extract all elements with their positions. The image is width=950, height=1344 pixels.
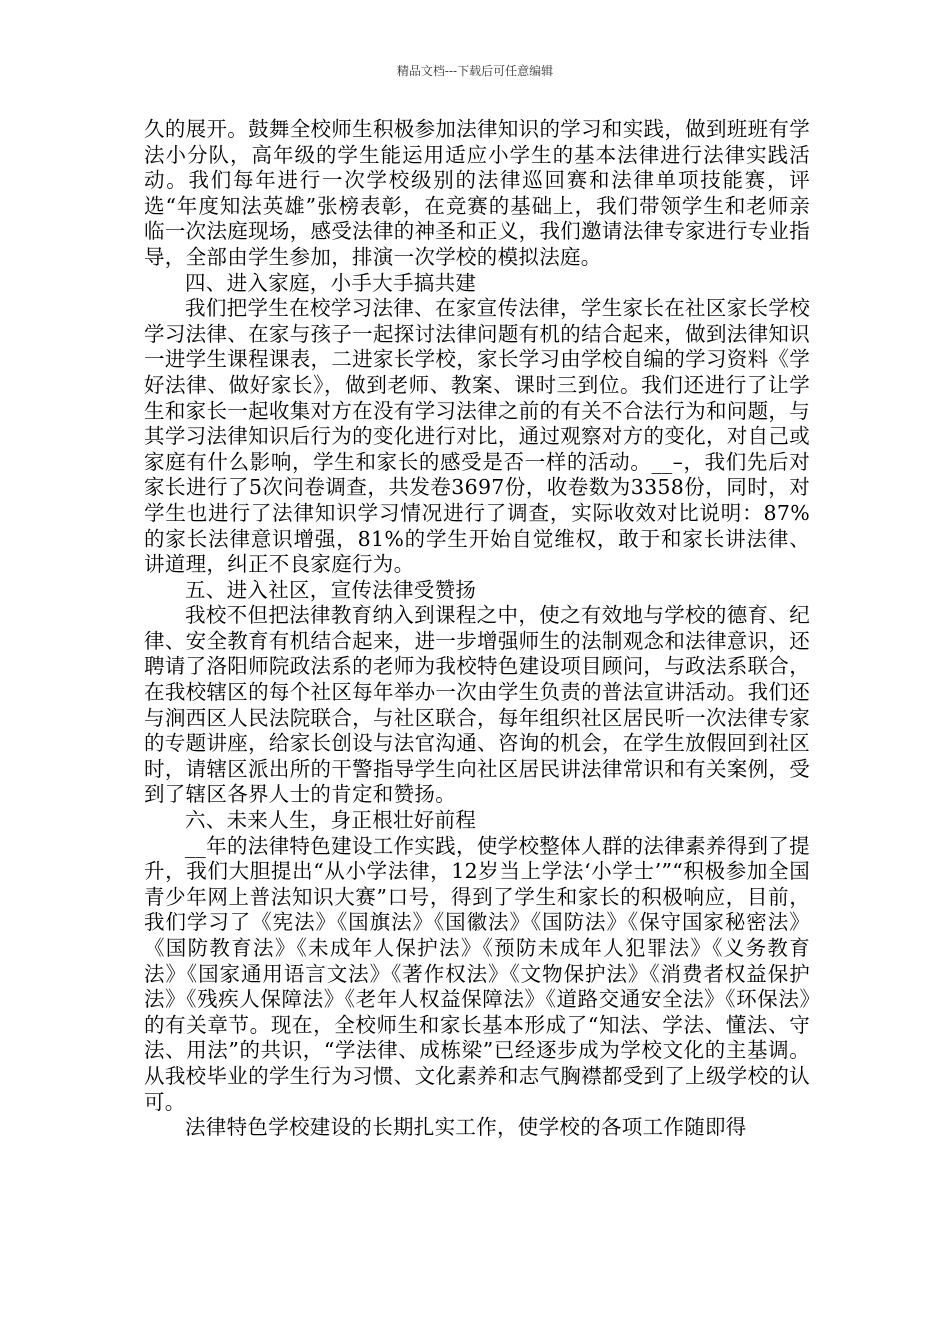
paragraph: 我们把学生在校学习法律、在家宣传法律，学生家长在社区家长学校学习法律、在家与孩子一起探讨法律问题有机的结合起来，做到法律知识一进学生课程课表，二进家长学校，家长学习由学校自编的学习资料《学好法律、做好家长》，做到老师、教案、课时三到位。我们还进行了让学生和家长一起收集对方在没有学习法律之前的有关不合法行为和问题，与其学习法律知识后行为的变化进行对比，通过观察对方的变化，对自己或家庭有什么影响，学生和家长的感受是否一样的活动。__–，我们先后对家长进行了5次问卷调查，共发卷3697份，收卷数为3358份，同时，对学生也进行了法律知识学习情况进行了调查，实际收效对比说明：87%的家长法律意识增强，81%的学生开始自觉维权，敢于和家长讲法律、讲道理，纠正不良家庭行为。 [144,296,810,577]
paragraph: 我校不但把法律教育纳入到课程之中，使之有效地与学校的德育、纪律、安全教育有机结合起来，进一步增强师生的法制观念和法律意识，还聘请了洛阳师院政法系的老师为我校特色建设项目顾问，与政法系联合，在我校辖区的每个社区每年举办一次由学生负责的普法宣讲活动。我们还与涧西区人民法院联合，与社区联合，每年组织社区居民听一次法律专家的专题讲座，给家长创设与法官沟通、咨询的机会，在学生放假回到社区时，请辖区派出所的干警指导学生向社区居民讲法律常识和有关案例，受到了辖区各界人士的肯定和赞扬。 [144,603,810,807]
paragraph: __年的法律特色建设工作实践，使学校整体人群的法律素养得到了提升，我们大胆提出“从小学法律，12岁当上学法‘小学士’”“积极参加全国青少年网上普法知识大赛”口号，得到了学生和家长的积极响应，目前，我们学习了《宪法》《国旗法》《国徽法》《国防法》《保守国家秘密法》《国防教育法》《未成年人保护法》《预防未成年人犯罪法》《义务教育法》《国家通用语言文法》《著作权法》《文物保护法》《消费者权益保护法》《残疾人保障法》《老年人权益保障法》《道路交通安全法》《环保法》的有关章节。现在，全校师生和家长基本形成了“知法、学法、懂法、守法、用法”的共识，“学法律、成栋梁”已经逐步成为学校文化的主基调。从我校毕业的学生行为习惯、文化素养和志气胸襟都受到了上级学校的认可。 [144,833,810,1114]
paragraph: 久的展开。鼓舞全校师生积极参加法律知识的学习和实践，做到班班有学法小分队，高年级的学生能运用适应小学生的基本法律进行法律实践活动。我们每年进行一次学校级别的法律巡回赛和法律单项技能赛，评选“年度知法英雄”张榜表彰，在竞赛的基础上，我们带领学生和老师亲临一次法庭现场，感受法律的神圣和正义，我们邀请法律专家进行专业指导，全部由学生参加，排演一次学校的模拟法庭。 [144,117,810,269]
page-header: 精品文档---下载后可任意编辑 [396,64,554,78]
paragraph: 法律特色学校建设的长期扎实工作，使学校的各项工作随即得 [185,1115,747,1140]
section-heading: 六、未来人生，身正根壮好前程 [185,808,477,833]
document-body [144,117,810,1141]
section-heading: 五、进入社区，宣传法律受赞扬 [185,577,477,602]
section-heading: 四、进入家庭，小手大手搞共建 [185,270,477,295]
